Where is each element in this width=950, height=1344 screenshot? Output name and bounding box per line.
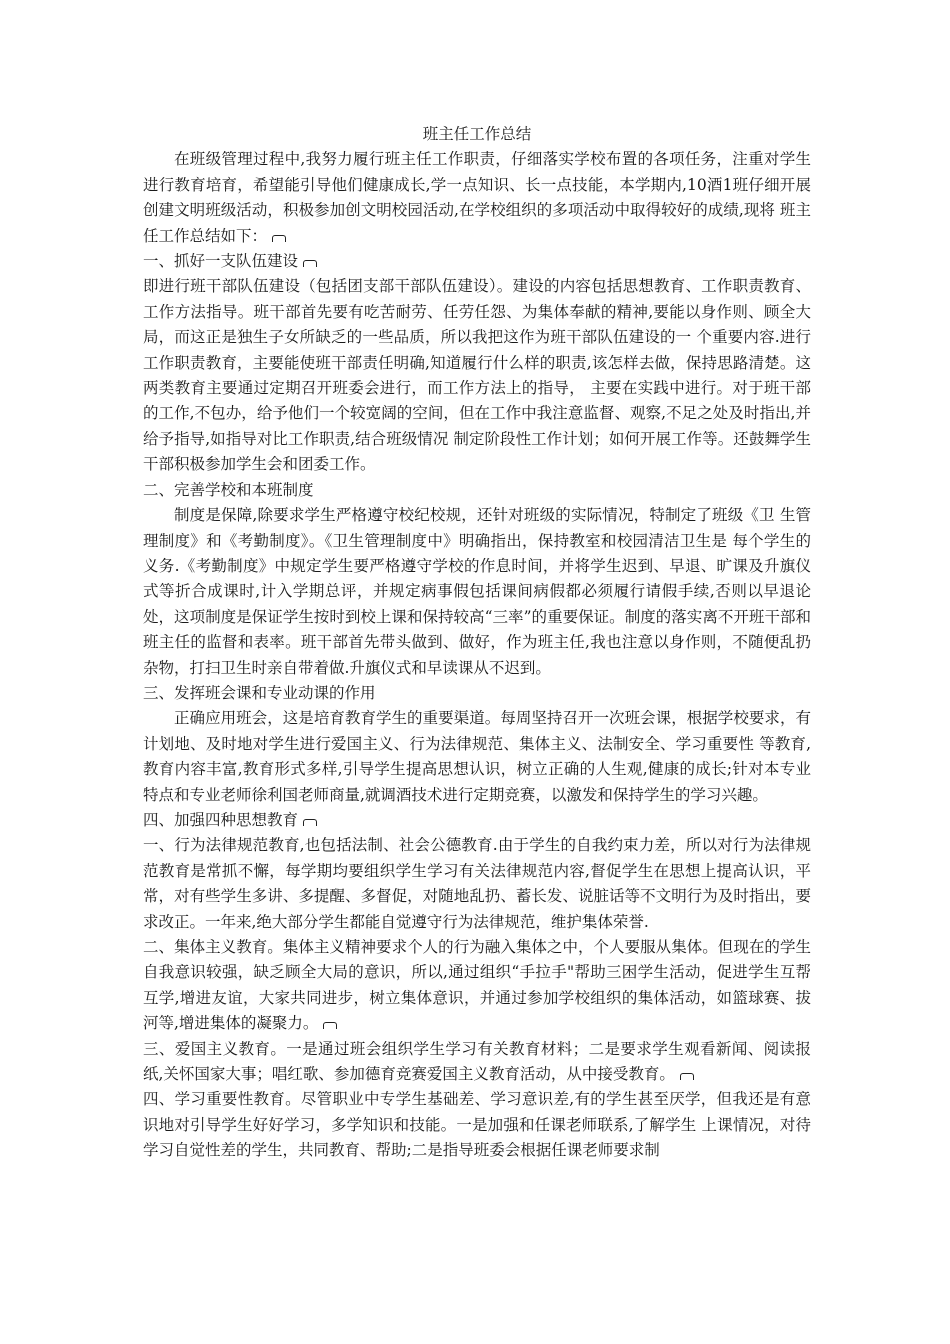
intro-paragraph: [143, 147, 811, 249]
section-4-heading: [143, 808, 811, 833]
return-mark-icon: [679, 1071, 695, 1080]
section-4-paragraph-2: [143, 935, 811, 1037]
section-4-paragraph-3: [143, 1037, 811, 1088]
section-1-heading: [143, 249, 811, 274]
section-1-heading-text: 一、抓好一支队伍建设: [143, 252, 299, 271]
intro-text: 在班级管理过程中,我努力履行班主任工作职责，仔细落实学校布置的各项任务，注重对学生进行教育培育，希望能引导他们健康成长,学一点知识、长一点技能，本学期内,10酒1班仔细开展创建文明班级活动，积极参加创文明校园活动,在学校组织的多项活动中取得较好的成绩,现将 班主任工作总结如下：: [143, 150, 811, 245]
section-1-body: 即进行班干部队伍建设（包括团支部干部队伍建设）。建设的内容包括思想教育、工作职责教育、工作方法指导。班干部首先要有吃苦耐劳、任劳任怨、为集体奉献的精神,要能以身作则、顾全大局，而这正是独生子女所缺乏的一些品质，所以我把这作为班干部队伍建设的一 个重要内容.进行工作职责教育，主要能使班干部责任明确,知道履行什么样的职责,该怎样去做，保持思路清楚。这两类教育主要通过定期召开班委会进行，而工作方法上的指导， 主要在实践中进行。对于班干部的工作,不包办，给予他们一个较宽阔的空间，但在工作中我注意监督、观察,不足之处及时指出,并给予指导,如指导对比工作职责,结合班级情况 制定阶段性工作计划；如何开展工作等。还鼓舞学生干部积极参加学生会和团委工作。: [143, 277, 811, 474]
return-mark-icon: [271, 233, 287, 242]
section-4-paragraph-2-text: 二、集体主义教育。集体主义精神要求个人的行为融入集体之中，个人要服从集体。但现在的学生自我意识较强，缺乏顾全大局的意识，所以,通过组织“手拉手"帮助三困学生活动，促进学生互帮互学,增进友谊，大家共同进步，树立集体意识，并通过参加学校组织的集体活动，如篮球赛、拔河等,增进集体的凝聚力。: [143, 938, 811, 1033]
section-4-paragraph-3-text: 三、爱国主义教育。一是通过班会组织学生学习有关教育材料；二是要求学生观看新闻、阅读报纸,关怀国家大事；唱红歌、参加德育竞赛爱国主义教育活动，从中接受教育。: [143, 1039, 811, 1084]
document-title: 班主任工作总结: [422, 125, 532, 143]
return-mark-icon: [302, 817, 318, 826]
section-2-heading: 二、完善学校和本班制度: [143, 480, 314, 499]
return-mark-icon: [322, 1020, 338, 1029]
document-page: [143, 122, 811, 1164]
section-4-paragraph-1: 一、行为法律规范教育,也包括法制、社会公德教育.由于学生的自我约束力差，所以对行为法律规范教育是常抓不懈，每学期均要组织学生学习有关法律规范内容,督促学生在思想上提高认识，平常，对有些学生多讲、多提醒、多督促，对随地乱扔、蓄长发、说脏话等不文明行为及时指出，要求改正。一年来,绝大部分学生都能自觉遵守行为法律规范，维护集体荣誉.: [143, 836, 811, 931]
section-4-heading-text: 四、加强四种思想教育: [143, 810, 299, 829]
section-3-heading: 三、发挥班会课和专业动课的作用: [143, 683, 376, 702]
section-3-body: 正确应用班会，这是培育教育学生的重要渠道。每周坚持召开一次班会课，根据学校要求，有计划地、及时地对学生进行爱国主义、行为法律规范、集体主义、法制安全、学习重要性 等教育,教育内容丰富,教育形式多样,引导学生提高思想认识，树立正确的人生观,健康的成长;针对本专业特点和专业老师徐利国老师商量,就调酒技术进行定期竞赛，以激发和保持学生的学习兴趣。: [143, 709, 811, 804]
section-4-paragraph-4: 四、学习重要性教育。尽管职业中专学生基础差、学习意识差,有的学生甚至厌学，但我还是有意识地对引导学生好好学习，多学知识和技能。一是加强和任课老师联系,了解学生 上课情况，对待学习自觉性差的学生，共同教育、帮助;二是指导班委会根据任课老师要求制: [143, 1090, 811, 1160]
section-2-body: 制度是保障,除要求学生严格遵守校纪校规，还针对班级的实际情况，特制定了班级《卫 生管理制度》和《考勤制度》。《卫生管理制度中》明确指出，保持教室和校园清洁卫生是 每个学生的义务.《考勤制度》中规定学生要严格遵守学校的作息时间，并将学生迟到、早退、旷课及升旗仪式等折合成课时,计入学期总评，并规定病事假包括课间病假都必须履行请假手续,否则以早退论处，这项制度是保证学生按时到校上课和保持较高“三率”的重要保证。制度的落实离不开班干部和班主任的监督和表率。班干部首先带头做到、做好，作为班主任,我也注意以身作则，不随便乱扔杂物，打扫卫生时亲自带着做.升旗仪式和早读课从不迟到。: [143, 506, 811, 677]
return-mark-icon: [302, 258, 318, 267]
